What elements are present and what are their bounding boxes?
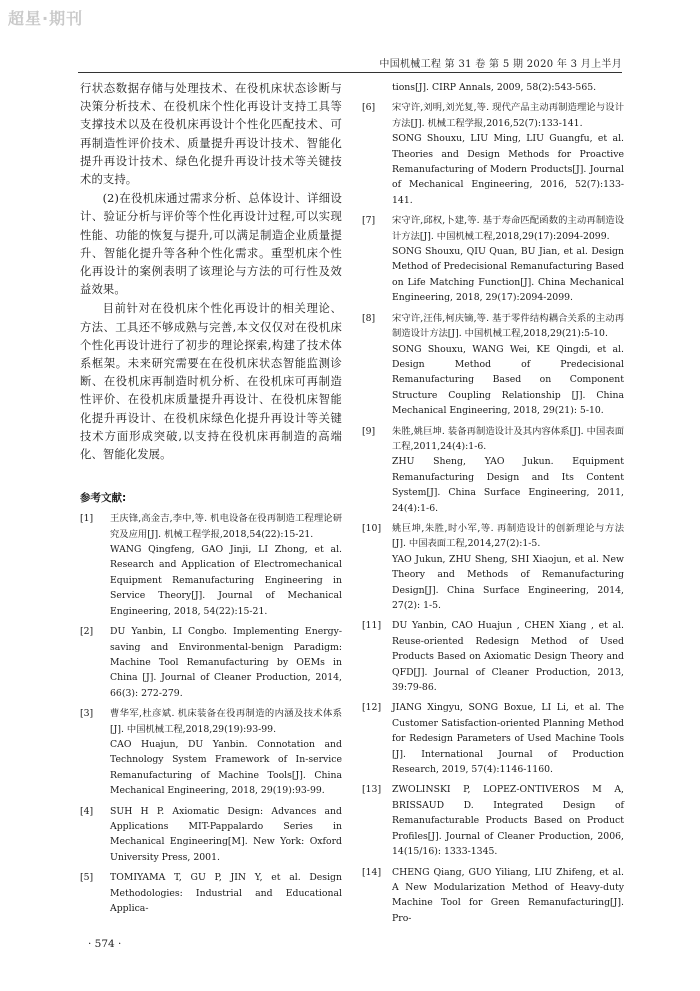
- journal-watermark: 超星·期刊: [8, 9, 84, 28]
- reference-text: [392, 782, 624, 859]
- reference-number: [10]: [362, 522, 382, 534]
- paragraph: (2)在役机床通过需求分析、总体设计、详细设计、验证分析与评价等个性化再设计过程,可以实现性能、功能的恢复与提升,可以满足制造企业质量提升、智能化提升等各种个性化需求。重型机床个性化再设计的案例表明了该理论与方法的可行性及效益效果。: [80, 192, 342, 297]
- reference-item: [362, 521, 624, 613]
- reference-text: [110, 624, 342, 701]
- reference-line: 宋守许,刘明,刘光复,等. 现代产品主动再制造理论与设计方法[J]. 机械工程学报,2016,52(7):133-141.: [392, 102, 624, 129]
- reference-item: [362, 782, 624, 859]
- reference-item: [80, 706, 342, 798]
- reference-number: [14]: [362, 866, 382, 878]
- reference-item: [80, 870, 342, 916]
- reference-number: [9]: [362, 425, 376, 437]
- reference-number: [4]: [80, 805, 94, 817]
- reference-item: [362, 311, 624, 419]
- reference-item: [362, 100, 624, 208]
- reference-line: WANG Qingfeng, GAO Jinji, LI Zhong, et al. Research and Application of Electromechanical Equipment Remanufacturing Engineering in Service Theory[J]. Journal of Mechanical Engineering, 2018, 54(22):15-21.: [110, 544, 342, 617]
- reference-text: [392, 700, 624, 777]
- reference-continuation: [362, 80, 624, 95]
- reference-number: [1]: [80, 513, 94, 525]
- reference-number: [8]: [362, 312, 376, 324]
- reference-text: [392, 213, 624, 305]
- reference-text: [110, 511, 342, 619]
- reference-line: JIANG Xingyu, SONG Boxue, LI Li, et al. The Customer Satisfaction-oriented Planning Method for Redesign Parameters of Used Machine Tools [J]. International Journal of Production Research, 2019, 57(4):1146-1160.: [392, 702, 624, 776]
- right-column: [362, 80, 624, 931]
- reference-line: 姚巨坤,朱胜,时小军,等. 再制造设计的创新理论与方法[J]. 中国表面工程,2014,27(2):1-5.: [392, 522, 624, 550]
- reference-line: 宋守许,邱权,卜建,等. 基于寿命匹配函数的主动再制造设计方法[J]. 中国机械工程,2018,29(17):2094-2099.: [392, 215, 624, 242]
- reference-text: [392, 100, 624, 208]
- reference-line: YAO Jukun, ZHU Sheng, SHI Xiaojun, et al. New Theory and Methods of Remanufacturing Design[J]. China Surface Engineering, 2014, 27(2): 1-5.: [392, 553, 624, 611]
- reference-text: [110, 870, 342, 916]
- reference-number: [12]: [362, 702, 382, 714]
- paragraph: 目前针对在役机床个性化再设计的相关理论、方法、工具还不够成熟与完善,本文仅仅对在役机床个性化再设计进行了初步的理论探索,构建了技术体系框架。未来研究需要在在役机床状态智能监测诊断、在役机床再制造时机分析、在役机床可再制造性评价、在役机床质量提升再设计、在役机床智能化提升再设计、在役机床绿色化提升再设计等关键技术方面形成突破,以支持在役机床再制造的高端化、智能化发展。: [80, 302, 342, 462]
- reference-line: SUH H P. Axiomatic Design: Advances and Applications MIT-Pappalardo Series in Mechanical Engineering[M]. New York: Oxford University Press, 2001.: [110, 805, 342, 863]
- references-heading: 参考文献:: [80, 492, 127, 505]
- reference-line: SONG Shouxu, QIU Quan, BU Jian, et al. Design Method of Predecisional Remanufacturing Based on Life Matching Function[J]. China Mechanical Engineering, 2018, 29(17):2094-2099.: [392, 246, 624, 304]
- reference-item: [362, 424, 624, 516]
- reference-item: [80, 804, 342, 866]
- left-column: [80, 80, 342, 921]
- reference-text: [110, 706, 342, 798]
- reference-line: 曹华军,杜彦斌. 机床装备在役再制造的内涵及技术体系[J]. 中国机械工程,2018,29(19):93-99.: [110, 708, 342, 735]
- page-number: · 574 ·: [88, 938, 122, 950]
- reference-line: 朱胜,姚巨坤. 装备再制造设计及其内容体系[J]. 中国表面工程,2011,24(4):1-6.: [392, 425, 624, 452]
- running-head: 中国机械工程 第 31 卷 第 5 期 2020 年 3 月上半月: [379, 59, 622, 70]
- reference-line: 王庆锋,高金吉,李中,等. 机电设备在役再制造工程理论研究及应用[J]. 机械工程学报,2018,54(22):15-21.: [110, 513, 342, 540]
- reference-item: [362, 865, 624, 927]
- reference-text: [392, 424, 624, 516]
- reference-line: ZWOLINSKI P, LOPEZ-ONTIVEROS M A, BRISSAUD D. Integrated Design of Remanufacturable Products Based on Product Profiles[J]. Journal of Cleaner Production, 2006, 14(15/16): 1333-1345.: [392, 784, 624, 858]
- reference-number: [13]: [362, 784, 382, 796]
- reference-text: [392, 618, 624, 695]
- reference-item: [80, 511, 342, 619]
- reference-number: [6]: [362, 102, 376, 114]
- reference-number: [2]: [80, 626, 94, 638]
- header-rule: [78, 72, 622, 73]
- reference-item: [362, 213, 624, 305]
- paragraph: 行状态数据存储与处理技术、在役机床状态诊断与决策分析技术、在役机床个性化再设计支持工具等支撑技术以及在役机床再设计个性化匹配技术、可再制造性评价技术、质量提升再设计技术、智能化提升再设计技术、绿色化提升再设计技术等关键技术的支持。: [80, 82, 342, 187]
- reference-item: [80, 624, 342, 701]
- reference-line: ZHU Sheng, YAO Jukun. Equipment Remanufacturing Design and Its Content System[J]. China Surface Engineering, 2011, 24(4):1-6.: [392, 456, 624, 514]
- reference-line: CAO Huajun, DU Yanbin. Connotation and Technology System Framework of In-service Remanufacturing of Machine Tools[J]. China Mechanical Engineering, 2018, 29(19):93-99.: [110, 738, 342, 797]
- reference-line: DU Yanbin, LI Congbo. Implementing Energy-saving and Environmental-benign Paradigm: Machine Tool Remanufacturing by OEMs in China [J]. Journal of Cleaner Production, 2014, 66(3): 272-279.: [110, 626, 342, 699]
- reference-number: [7]: [362, 215, 376, 227]
- reference-line: TOMIYAMA T, GU P, JIN Y, et al. Design Methodologies: Industrial and Educational Applica-: [110, 872, 342, 915]
- reference-text: [392, 865, 624, 927]
- reference-line: CHENG Qiang, GUO Yiliang, LIU Zhifeng, et al. A New Modularization Method of Heavy-duty Machine Tool for Green Remanufacturing[J]. Pro-: [392, 866, 624, 924]
- reference-number: [3]: [80, 708, 94, 720]
- reference-line: SONG Shouxu, WANG Wei, KE Qingdi, et al. Design Method of Predecisional Remanufacturing Based on Component Structure Coupling Relationship [J]. China Mechanical Engineering, 2018, 29(21): 5-10.: [392, 343, 624, 417]
- reference-line: SONG Shouxu, LIU Ming, LIU Guangfu, et al. Theories and Design Methods for Proactive Remanufacturing of Modern Products[J]. Journal of Mechanical Engineering, 2016, 52(7):133-141.: [392, 133, 624, 206]
- reference-number: [5]: [80, 872, 94, 884]
- reference-number: [11]: [362, 620, 382, 632]
- reference-text: [110, 804, 342, 866]
- reference-item: [362, 700, 624, 777]
- reference-text: tions[J]. CIRP Annals, 2009, 58(2):543-565.: [392, 82, 597, 93]
- reference-line: 宋守许,汪伟,柯庆镝,等. 基于零件结构耦合关系的主动再制造设计方法[J]. 中国机械工程,2018,29(21):5-10.: [392, 312, 624, 340]
- reference-item: [362, 618, 624, 695]
- reference-text: [392, 521, 624, 613]
- reference-line: DU Yanbin, CAO Huajun , CHEN Xiang , et al. Reuse-oriented Redesign Method of Used Products Based on Axiomatic Design Theory and QFD[J]. Journal of Cleaner Production, 2013, 39:79-86.: [392, 620, 624, 694]
- reference-text: [392, 311, 624, 419]
